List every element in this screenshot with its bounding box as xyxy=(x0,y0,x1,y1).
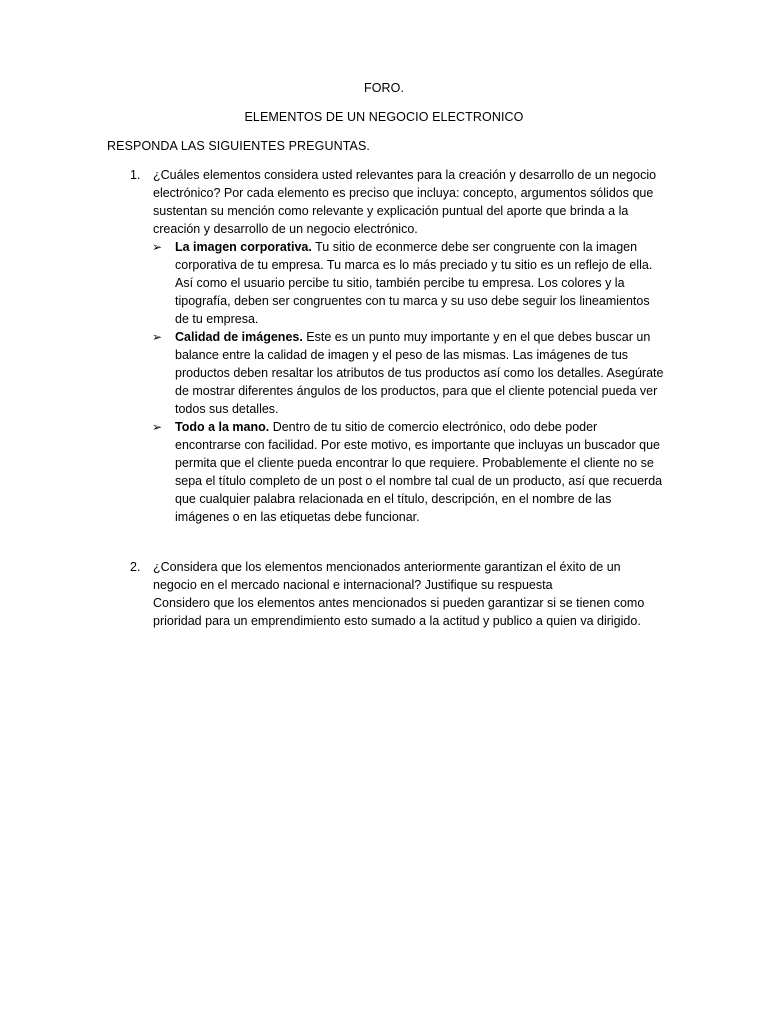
question-number: 1. xyxy=(130,168,141,182)
bullet-title: La imagen corporativa. xyxy=(175,240,312,254)
question-text: ¿Considera que los elementos mencionados anteriormente garantizan el éxito de un negocio en el mercado nacional e internacional? Justifique su respuesta xyxy=(153,560,621,592)
document-subtitle: ELEMENTOS DE UN NEGOCIO ELECTRONICO xyxy=(244,110,524,124)
answer-text: Considero que los elementos antes mencionados si pueden garantizar si se tienen como prioridad para un emprendimiento esto sumado a la actitud y publico a quien va dirigido. xyxy=(153,596,645,628)
bullet-title: Todo a la mano. xyxy=(175,420,270,434)
bullet-item xyxy=(130,238,666,328)
bullet-text: Dentro de tu sitio de comercio electrónico, odo debe poder encontrarse con facilidad. Por este motivo, es importante que incluyas un buscador que permita que el cliente pueda encontrar lo que requiere. Probablemente el cliente no se sepa el título completo de un post o el nombre tal cual de un producto, así que recuerda que cualquier palabra relacionada en el título, descripción, en el nombre de las imágenes o en las etiquetas debe funcionar. xyxy=(175,420,663,524)
question-number: 2. xyxy=(130,560,141,574)
bullet-text: Este es un punto muy importante y en el que debes buscar un balance entre la calidad de imagen y el peso de las mismas. Las imágenes de tus productos deben resaltar los atributos de tus productos así como los detalles. Asegúrate de mostrar diferentes ángulos de los productos, para que el cliente potencial pueda ver todos sus detalles. xyxy=(175,330,664,416)
arrow-bullet-icon: ➢ xyxy=(152,330,163,344)
question-2 xyxy=(130,558,666,630)
question-text: ¿Cuáles elementos considera usted relevantes para la creación y desarrollo de un negocio electrónico? Por cada elemento es preciso que incluya: concepto, argumentos sólidos que sustentan su mención como relevante y explicación puntual del aporte que brinda a la creación y desarrollo de un negocio electrónico. xyxy=(153,168,657,236)
bullet-text: Tu sitio de econmerce debe ser congruente con la imagen corporativa de tu empresa. Tu marca es lo más preciado y tu sitio es un reflejo de ella. Así como el usuario percibe tu sitio, también percibe tu empresa. Los colores y la tipografía, deben ser congruentes con tu marca y su uso debe seguir los lineamientos de tu empresa. xyxy=(175,240,653,326)
arrow-bullet-icon: ➢ xyxy=(152,240,163,254)
arrow-bullet-icon: ➢ xyxy=(152,420,163,434)
bullet-item xyxy=(130,418,666,526)
instruction-heading: RESPONDA LAS SIGUIENTES PREGUNTAS. xyxy=(107,139,370,153)
bullet-item xyxy=(130,328,666,418)
document-title: FORO. xyxy=(363,81,405,95)
bullet-title: Calidad de imágenes. xyxy=(175,330,303,344)
question-1 xyxy=(130,166,666,526)
